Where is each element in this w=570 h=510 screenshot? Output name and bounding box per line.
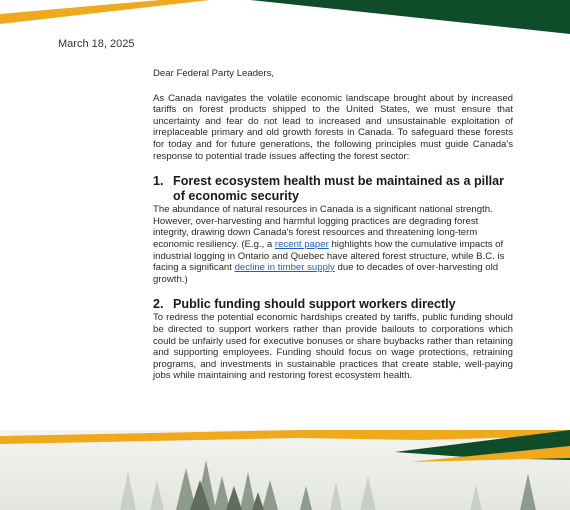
principle-2-title: Public funding should support workers directly — [173, 297, 456, 312]
letter-body — [153, 68, 513, 394]
letter-date: March 18, 2025 — [58, 38, 135, 50]
principle-1-title: Forest ecosystem health must be maintained as a pillar of economic security — [173, 174, 505, 204]
principle-1 — [153, 174, 513, 204]
timber-supply-link[interactable]: decline in timber supply — [234, 262, 335, 274]
intro-paragraph: As Canada navigates the volatile economic landscape brought about by increased tariffs on forest products shipped to the United States, we must ensure that uncertainty and fear do not lead to increased and unsustainable exploitation of irreplaceable primary and old growth forests in Canada. To safeguard these forests for today and for future generations, the following principles must guide Canada's response to potential trade issues affecting the forest sector: — [153, 92, 513, 162]
principle-1-text-b: highlights how the cumulative impacts of industrial logging in Ontario and Quebec have altered forest structure, while B.C. is facing a significant — [153, 238, 505, 274]
principle-2-body: To redress the potential economic hardships created by tariffs, public funding should be directed to support workers rather than provide bailouts to corporations which could be unfairly used for executive bonuses or share buybacks rather than retaining and supporting employees. Funding should focus on wage protections, retraining programs, and investments in sustainable practices that create stable, well-paying jobs while maintaining and restoring forest ecosystem health. — [153, 312, 513, 382]
top-orange-stripe — [0, 0, 210, 24]
top-green-stripe — [250, 0, 570, 34]
principle-1-text-a: The abundance of natural resources in Canada is a significant national strength. However, over-harvesting and harmful logging practices are degrading forest integrity, drawing down Canada's forest resources and threatening long-term economic resiliency. (E.g., a — [153, 204, 493, 250]
principle-1-number: 1. — [153, 174, 164, 189]
principle-2 — [153, 297, 513, 312]
recent-paper-link[interactable]: recent paper — [274, 238, 329, 250]
principle-1-text-c: due to decades of over-harvesting old growth.) — [153, 262, 499, 285]
principle-2-number: 2. — [153, 297, 164, 312]
salutation: Dear Federal Party Leaders, — [153, 68, 275, 79]
principle-1-heading — [153, 174, 513, 204]
top-brand-band — [0, 0, 570, 40]
principle-2-heading — [153, 297, 513, 312]
misty-forest-image — [0, 430, 570, 510]
principle-1-body — [153, 204, 513, 285]
